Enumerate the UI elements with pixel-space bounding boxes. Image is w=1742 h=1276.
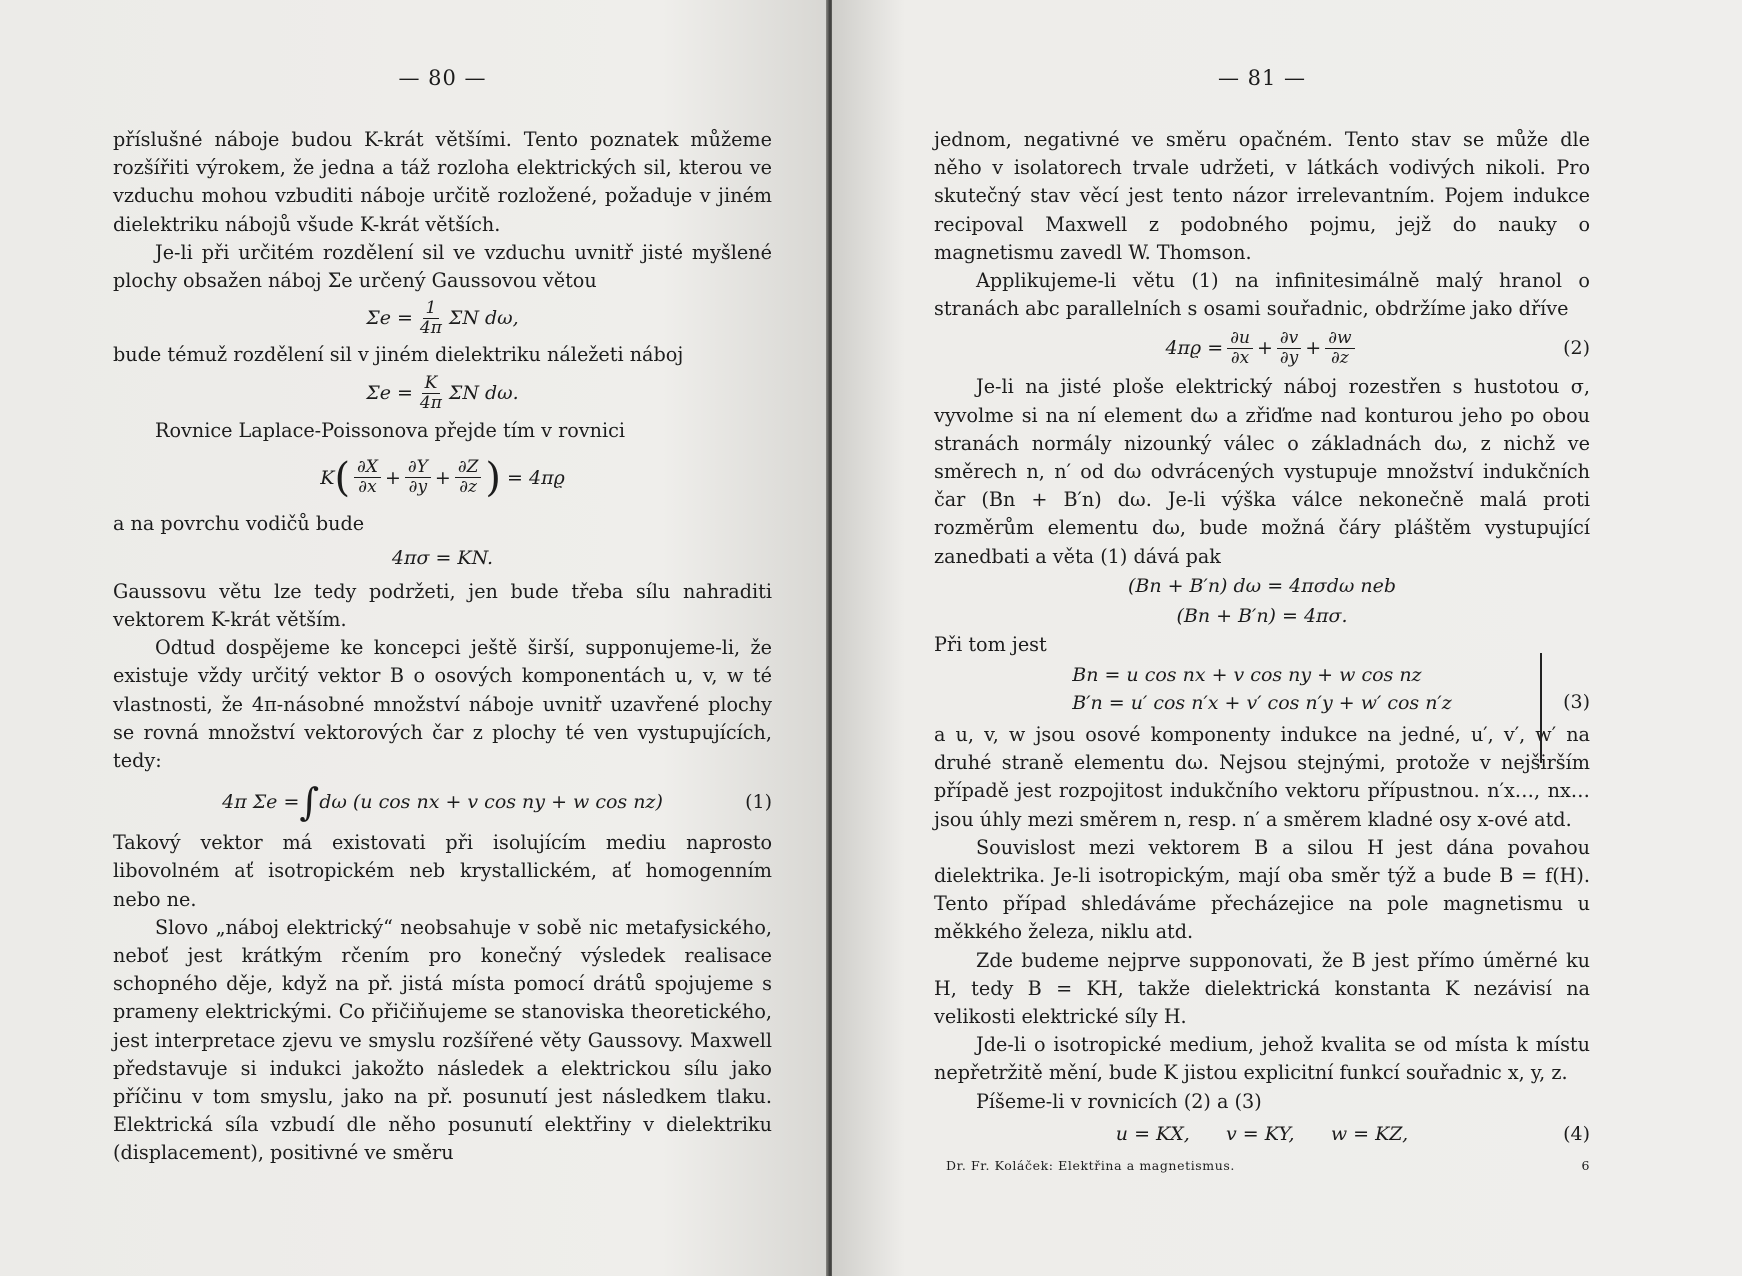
equation-number: (4) (1563, 1122, 1590, 1145)
right-page (832, 0, 1742, 1276)
paragraph: Je-li při určitém rozdělení sil ve vzduchu uvnitř jisté myšlené plochy obsažen náboj Σe určený Gaussovou větou (113, 240, 772, 293)
equation-line: Bn = u cos nx + v cos ny + w cos nz (1072, 664, 1422, 687)
brace (1530, 653, 1542, 763)
equation-induction-flux: (Bn + B′n) dω = 4πσdω neb (1127, 574, 1397, 597)
equation-number: (3) (1563, 691, 1590, 714)
equation-4: u = KX, v = KY, w = KZ, (4) (1115, 1122, 1590, 1145)
page-footer (934, 1158, 1590, 1173)
paragraph: Při tom jest (934, 632, 1047, 656)
paragraph: Takový vektor má existovati při isolujícím mediu naprosto libovolném ať isotropickém neb krystallickém, ať homogenním nebo ne. (113, 831, 772, 911)
paragraph: a u, v, w jsou osové komponenty indukce na jedné, u′, v′, w′ na druhé straně elementu dω. Nejsou stejnými, protože v nejširším případě jest rozpojitost indukčního vektoru přípustnou. n′x…, nx… jsou úhly mezi směrem n, resp. n′ a směrem kladné osy x-ové atd. (934, 723, 1590, 831)
equation-2: 4πϱ = $\frac{\partial u}{\partial x}$ + $\frac{\partial v}{\partial y}$ + $\frac{\partial w}{\partial z}$ (2) (1165, 327, 1590, 368)
equation-gauss-air: Σe = $\frac{1}{4\pi}$ ΣN dω, (366, 297, 519, 338)
paragraph: příslušné náboje budou K-krát většími. Tento poznatek můžeme rozšířiti výrokem, že jedna a táž rozloha elektrických sil, kterou ve vzduchu mohou vzbuditi náboje určitě rozložené, požaduje v jiném dielektriku nábojů všude K-krát větších. (113, 128, 772, 236)
sheet-number: 6 (1581, 1157, 1590, 1173)
paragraph: Jde-li o isotropické medium, jehož kvalita se od místa k místu nepřetržitě mění, bude K jistou explicitní funkcí souřadnic x, y, z. (934, 1033, 1590, 1085)
equation-laplace-poisson: K ( $\frac{\partial X}{\partial x}$ + $\frac{\partial Y}{\partial y}$ + $\frac{\partial Z}{\partial z}$ ) = 4πϱ (320, 454, 565, 501)
paragraph: Zde budeme nejprve supponovati, že B jest přímo úměrné ku H, tedy B = KH, takže dielektrická konstanta K nezávisí na velikosti elektrické síly H. (934, 948, 1590, 1029)
paragraph: bude témuž rozdělení sil v jiném dielektriku náležeti náboj (113, 343, 684, 367)
paragraph: Píšeme-li v rovnicích (2) a (3) (976, 1089, 1262, 1113)
paragraph: Gaussovu větu lze tedy podržeti, jen bude třeba sílu nahraditi vektorem K-krát větším. (113, 579, 772, 632)
equation-number: (2) (1563, 337, 1590, 360)
equation-3 (934, 661, 1590, 717)
equation-gauss-dielectric: Σe = $\frac{K}{4\pi}$ ΣN dω. (366, 372, 519, 413)
equation-number: (1) (745, 791, 772, 814)
equation-line: B′n = u′ cos n′x + v′ cos n′y + w′ cos n′z (1072, 692, 1452, 715)
paragraph: Slovo „náboj elektrický“ neobsahuje v sobě nic metafysického, neboť jest krátkým rčením pro konečný výsledek realisace schopného děje, když na př. jistá místa pomocí drátů spojujeme s prameny elektrickými. Co přičiňujeme se stanoviska theoretického, jest interpretace zjevu ve smyslu rozšířené věty Gaussovy. Maxwell představuje si indukci jakožto následek a elektrickou sílu jako příčinu v tom smyslu, jako na př. posunutí jest následkem tlaku. Elektrická síla vzbudí dle něho posunutí elektřiny v dielektriku (displacement), positivné ve směru (113, 915, 772, 1165)
paragraph: Applikujeme-li větu (1) na infinitesimálně malý hranol o stranách abc parallelních s osami souřadnic, obdržíme jako dříve (934, 269, 1590, 321)
page-number-left: — 80 — (398, 66, 487, 90)
paragraph: a na povrchu vodičů bude (113, 511, 365, 535)
equation-induction-sum: (Bn + B′n) = 4πσ. (1176, 604, 1348, 627)
paragraph: Je-li na jisté ploše elektrický náboj rozestřen s hustotou σ, vyvolme si na ní element dω a zřiďme nad konturou jeho po obou stranách normály nizounký válec o základnách dω, z nichž ve směrech n, n′ od dω odvrácených vystupuje množství indukčních čar (Bn + B′n) dω. Je-li výška válce nekonečně malá proti rozměrům elementu dω, bude možná čáry pláštěm vystupující zanedbati a věta (1) dává pak (934, 375, 1590, 568)
paragraph: Rovnice Laplace-Poissonova přejde tím v rovnici (155, 419, 626, 443)
equation-1: 4π Σe = ∫ dω (u cos nx + v cos ny + w cos nz) (1) (222, 780, 772, 825)
left-page (0, 0, 828, 1276)
paragraph: Souvislost mezi vektorem B a silou H jest dána povahou dielektrika. Je-li isotropickým, mají oba směr týž a bude B = f(H). Tento případ shledáváme přecházejice na pole magnetismu u měkkého železa, niklu atd. (934, 835, 1590, 944)
paragraph: Odtud dospějeme ke koncepci ještě širší, supponujeme-li, že existuje vždy určitý vektor B o osových komponentách u, v, w té vlastnosti, že 4π-násobné množství náboje uvnitř uzavřené plochy se rovná množství vektorových čar z plochy té ven vystupujících, tedy: (113, 636, 772, 773)
page-number-right: — 81 — (1217, 66, 1307, 90)
equation-surface-charge: 4πσ = KN. (391, 546, 494, 569)
paragraph: jednom, negativné ve směru opačném. Tento stav se může dle něho v isolatorech trvale udržeti, v látkách vodivých nikoli. Pro skutečný stav věcí jest tento názor irrelevantním. Pojem indukce recipoval Maxwell z podobného pojmu, jejž do nauky o magnetismu zavedl W. Thomson. (934, 128, 1590, 264)
footer-signature: Dr. Fr. Koláček: Elektřina a magnetismus. (946, 1157, 1236, 1173)
